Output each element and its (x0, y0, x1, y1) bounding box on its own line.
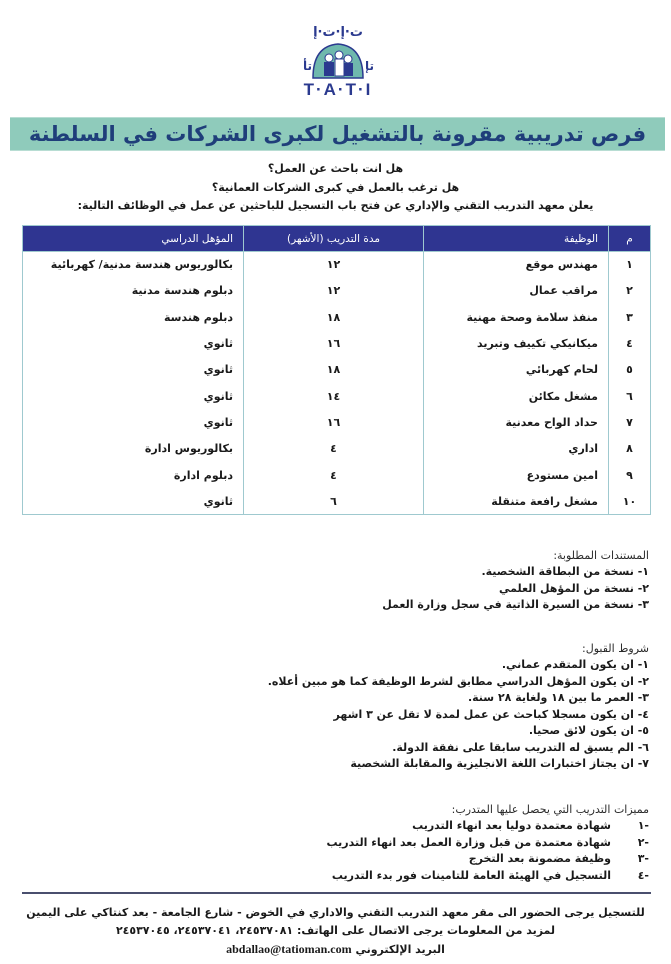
condition-item: ٤- ان يكون مسجلا كباحث عن عمل لمدة لا تقل عن ٣ اشهر (333, 707, 649, 721)
qualification: ثانوي (23, 357, 244, 383)
training-duration: ٤ (244, 462, 424, 488)
training-duration: ١٦ (244, 409, 424, 435)
job-title: مشغل مكائن (424, 383, 609, 409)
qualification: ثانوي (23, 330, 244, 356)
email-link[interactable]: abdallao@tatioman.com (226, 942, 352, 956)
benefit-number: -٣ (637, 852, 649, 865)
intro-question-1: هل انت باحث عن العمل؟ (267, 162, 404, 175)
qualification: دبلوم هندسة (23, 304, 244, 330)
logo-arabic-text: ت·إ·ت·إ (313, 25, 363, 40)
row-number: ٢ (609, 278, 651, 304)
document-item: ٣- نسخة من السيرة الذاتية في سجل وزارة العمل (382, 598, 649, 611)
acceptance-conditions (268, 641, 649, 773)
benefit-number: -١ (637, 819, 649, 832)
table-row (23, 383, 651, 409)
svg-text:تأ: تأ (303, 59, 313, 73)
jobs-table (22, 225, 651, 515)
row-number: ٣ (609, 304, 651, 330)
header-num: م (609, 226, 651, 252)
condition-item: ٦- الم يسبق له التدريب سابقا على نفقة الدولة. (392, 740, 649, 754)
benefit-text: شهادة معتمدة من قبل وزارة العمل بعد انهاء التدريب (326, 835, 611, 849)
job-title: حداد الواح معدنية (424, 409, 609, 435)
row-number: ٦ (609, 383, 651, 409)
qualification: بكالوريوس هندسة مدنية/ كهربائية (23, 252, 244, 278)
documents-heading: المستندات المطلوبة: (553, 549, 649, 562)
logo-text: T·A·T·I (303, 80, 373, 99)
table-row (23, 488, 651, 514)
row-number: ٥ (609, 357, 651, 383)
condition-item: ٢- ان يكون المؤهل الدراسي مطابق لشرط الوظيفة كما هو مبين أعلاه. (267, 674, 649, 688)
qualification: ثانوي (23, 409, 244, 435)
footer-phone: لمزيد من المعلومات يرجى الاتصال على الهاتف: ٢٤٥٣٧٠٨١، ٢٤٥٣٧٠٤١، ٢٤٥٣٧٠٤٥ (115, 924, 556, 937)
table-row (23, 409, 651, 435)
header-qualification: المؤهل الدراسي (23, 226, 244, 252)
qualification: بكالوريوس ادارة (23, 436, 244, 462)
table-header-row (23, 226, 651, 252)
qualification: ثانوي (23, 488, 244, 514)
footer-divider (22, 892, 651, 894)
benefit-number: -٢ (637, 835, 649, 849)
benefit-text: شهادة معتمدة دوليا بعد انهاء التدريب (412, 819, 611, 832)
table-row (23, 252, 651, 278)
email-label: البريد الإلكتروني (355, 943, 445, 956)
training-duration: ٦ (244, 488, 424, 514)
benefit-item (327, 868, 649, 885)
benefit-item (327, 835, 649, 852)
qualification: دبلوم هندسة مدنية (23, 278, 244, 304)
table-row (23, 330, 651, 356)
required-documents (382, 548, 649, 614)
footer-address: للتسجيل يرجى الحضور الى مقر معهد التدريب التقني والاداري في الخوض - شارع الجامعة - بعد كنتاكي على اليمين (26, 906, 645, 919)
benefit-item (327, 851, 649, 868)
svg-text:تإ: تإ (365, 59, 375, 73)
logo-emblem-icon (293, 22, 383, 82)
job-title: منفذ سلامة وصحة مهنية (424, 304, 609, 330)
conditions-heading: شروط القبول: (582, 642, 649, 655)
job-title: ميكانيكي تكييف وتبريد (424, 330, 609, 356)
document-item: ٢- نسخة من المؤهل العلمي (499, 581, 649, 595)
row-number: ١٠ (609, 488, 651, 514)
training-duration: ١٨ (244, 357, 424, 383)
header-duration: مدة التدريب (الأشهر) (244, 226, 424, 252)
benefit-text: وظيفة مضمونة بعد التخرج (468, 852, 611, 865)
condition-item: ٥- ان يكون لائق صحيا. (528, 724, 649, 737)
condition-item: ٧- ان يجتاز اختبارات اللغة الانجليزية والمقابلة الشخصية (350, 757, 649, 770)
row-number: ٧ (609, 409, 651, 435)
qualification: دبلوم ادارة (23, 462, 244, 488)
job-title: امين مستودع (424, 462, 609, 488)
condition-item: ١- ان يكون المتقدم عماني. (501, 658, 649, 671)
benefit-item (327, 818, 649, 835)
job-title: اداري (424, 436, 609, 462)
job-title: مهندس موقع (424, 252, 609, 278)
intro-question-2: هل ترغب بالعمل في كبرى الشركات العمانية؟ (211, 181, 460, 194)
training-duration: ١٤ (244, 383, 424, 409)
training-benefits (327, 802, 649, 884)
row-number: ٨ (609, 436, 651, 462)
document-item: ١- نسخة من البطاقة الشخصية. (481, 565, 649, 578)
training-duration: ٤ (244, 436, 424, 462)
row-number: ١ (609, 252, 651, 278)
benefit-text: التسجيل في الهيئة العامة للتامينات فور بدء التدريب (331, 868, 611, 882)
tati-logo (293, 22, 383, 102)
job-title: مشغل رافعة متنقلة (424, 488, 609, 514)
table-row (23, 462, 651, 488)
table-row (23, 436, 651, 462)
training-duration: ١٢ (244, 278, 424, 304)
benefits-heading: مميزات التدريب التي يحصل عليها المتدرب: (451, 803, 649, 816)
job-title: مراقب عمال (424, 278, 609, 304)
training-duration: ١٢ (244, 252, 424, 278)
condition-item: ٣- العمر ما بين ١٨ ولغاية ٢٨ سنة. (467, 691, 649, 704)
row-number: ٤ (609, 330, 651, 356)
intro-announcement: يعلن معهد التدريب التقني والإداري عن فتح باب التسجيل للباحثين عن عمل في الوظائف التالية: (77, 199, 594, 212)
table-row (23, 304, 651, 330)
table-row (23, 357, 651, 383)
job-title: لحام كهربائي (424, 357, 609, 383)
footer-email-line (20, 942, 651, 957)
training-duration: ١٦ (244, 330, 424, 356)
title-banner (10, 117, 665, 151)
header-job: الوظيفة (424, 226, 609, 252)
benefit-number: -٤ (637, 868, 649, 882)
qualification: ثانوي (23, 383, 244, 409)
row-number: ٩ (609, 462, 651, 488)
table-row (23, 278, 651, 304)
banner-title: فرص تدريبية مقرونة بالتشغيل لكبرى الشركات في السلطنة (28, 122, 647, 146)
training-duration: ١٨ (244, 304, 424, 330)
